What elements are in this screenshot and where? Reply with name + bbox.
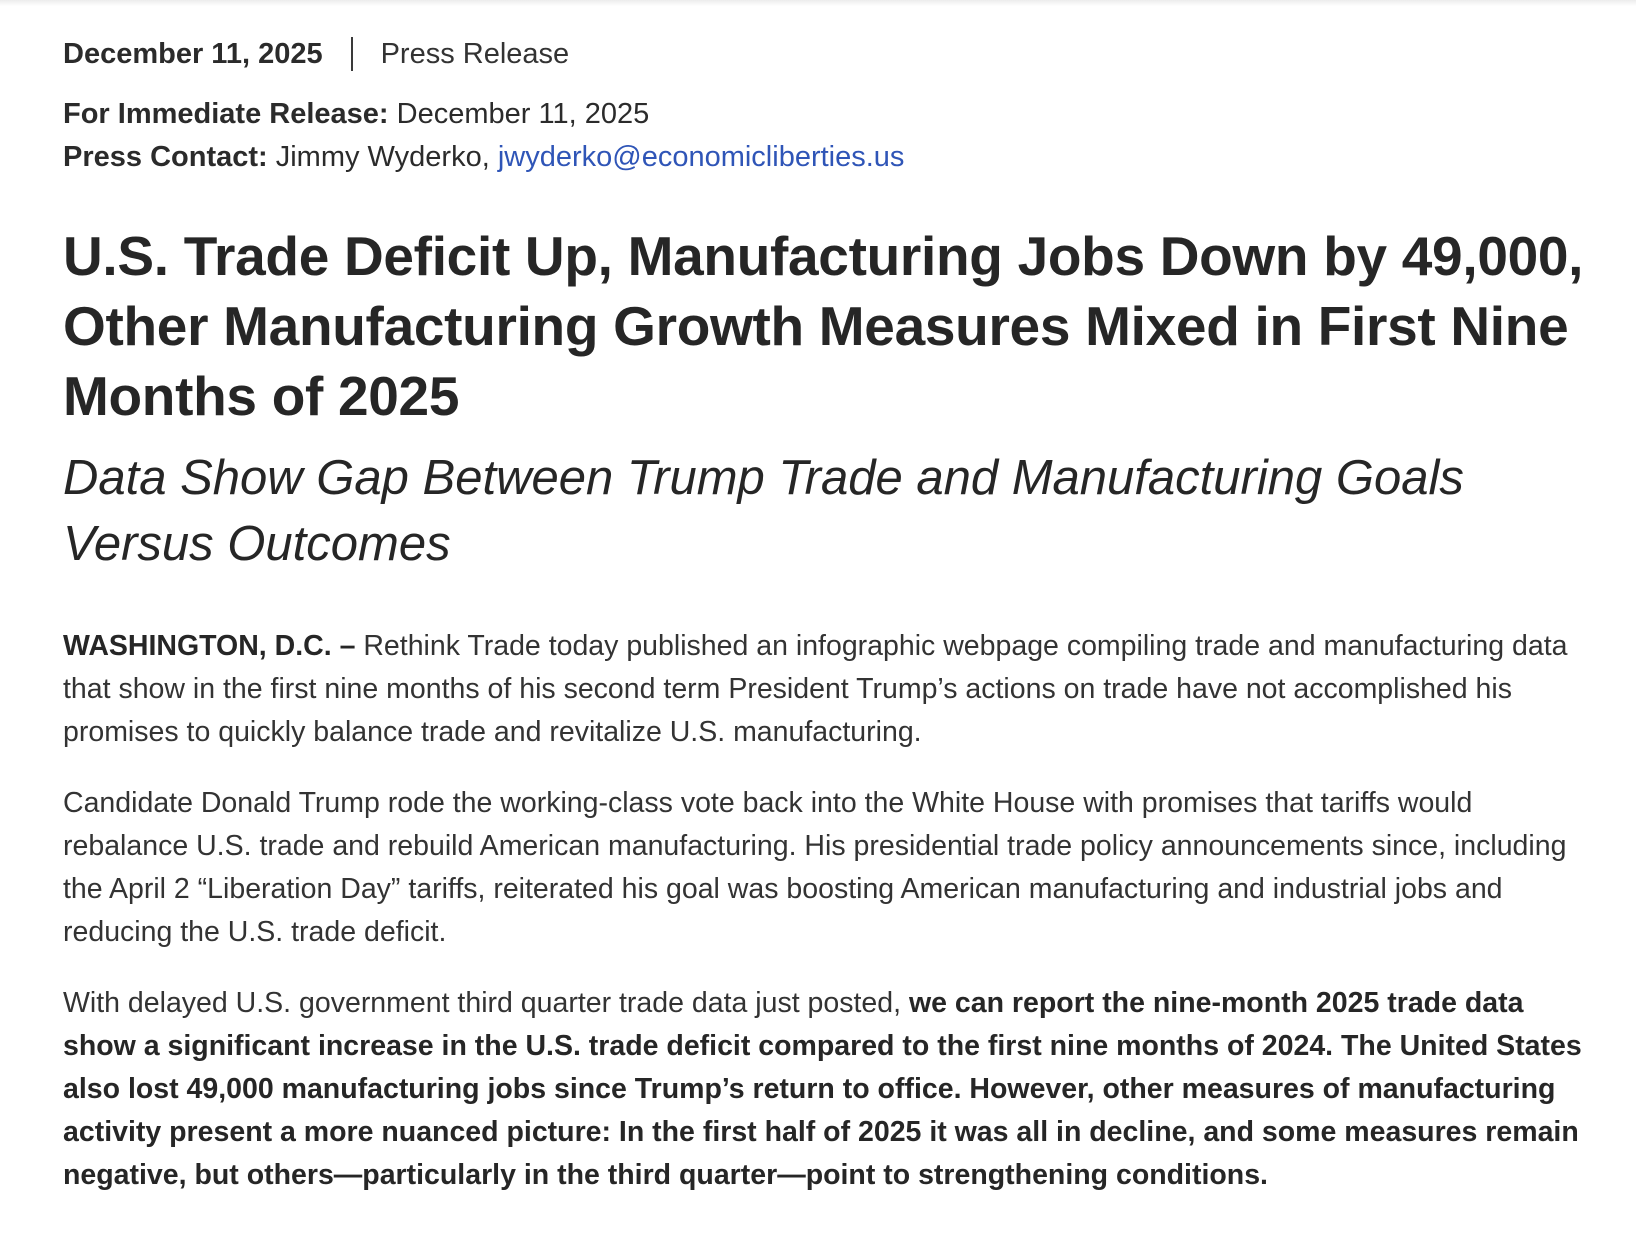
press-contact-name: Jimmy Wyderko, [275,141,490,173]
dateline: WASHINGTON, D.C. – [63,630,356,662]
press-contact-label: Press Contact: [63,141,268,173]
immediate-release-label: For Immediate Release: [63,98,389,130]
immediate-release-line [63,93,1603,136]
paragraph-3 [63,982,1603,1197]
release-info [63,93,1603,179]
paragraph-2: Candidate Donald Trump rode the working-class vote back into the White House with promises that tariffs would rebalance U.S. trade and rebuild American manufacturing. His presidential trade policy announcements since, including the April 2 “Liberation Day” tariffs, reiterated his goal was boosting American manufacturing and industrial jobs and reducing the U.S. trade deficit. [63,787,1567,948]
paragraph-1 [63,625,1603,754]
article-meta [63,34,1603,74]
press-contact-line [63,136,1603,179]
paragraph-3-highlight: we can report the nine-month 2025 trade data show a significant increase in the U.S. trade deficit compared to the first nine months of 2024. The United States also lost 49,000 manufacturing jobs since Trump’s return to office. However, other measures of manufacturing activity present a more nuanced picture: In the first half of 2025 it was all in decline, and some measures remain negative, but others—particularly in the third quarter—point to strengthening conditions. [63,987,1582,1191]
article-type: Press Release [380,38,570,70]
paragraph-3-text: With delayed U.S. government third quarter trade data just posted, [63,987,909,1019]
immediate-release-date: December 11, 2025 [396,98,650,130]
top-edge-shadow [0,0,1636,6]
press-contact-email-link[interactable]: jwyderko@economicliberties.us [497,141,905,173]
article-body [63,625,1603,1197]
article [0,34,1603,1197]
meta-divider [351,37,353,71]
paragraph-1-text: Rethink Trade today published an infographic webpage compiling trade and manufacturing data that show in the first nine months of his second term President Trump’s actions on trade have not accomplished his promises to quickly balance trade and revitalize U.S. manufacturing. [63,630,1568,748]
page-title: U.S. Trade Deficit Up, Manufacturing Jobs Down by 49,000, Other Manufacturing Growth Measures Mixed in First Nine Months of 2025 [63,225,1584,427]
page-subtitle: Data Show Gap Between Trump Trade and Manufacturing Goals Versus Outcomes [63,451,1464,571]
publish-date: December 11, 2025 [63,38,323,70]
